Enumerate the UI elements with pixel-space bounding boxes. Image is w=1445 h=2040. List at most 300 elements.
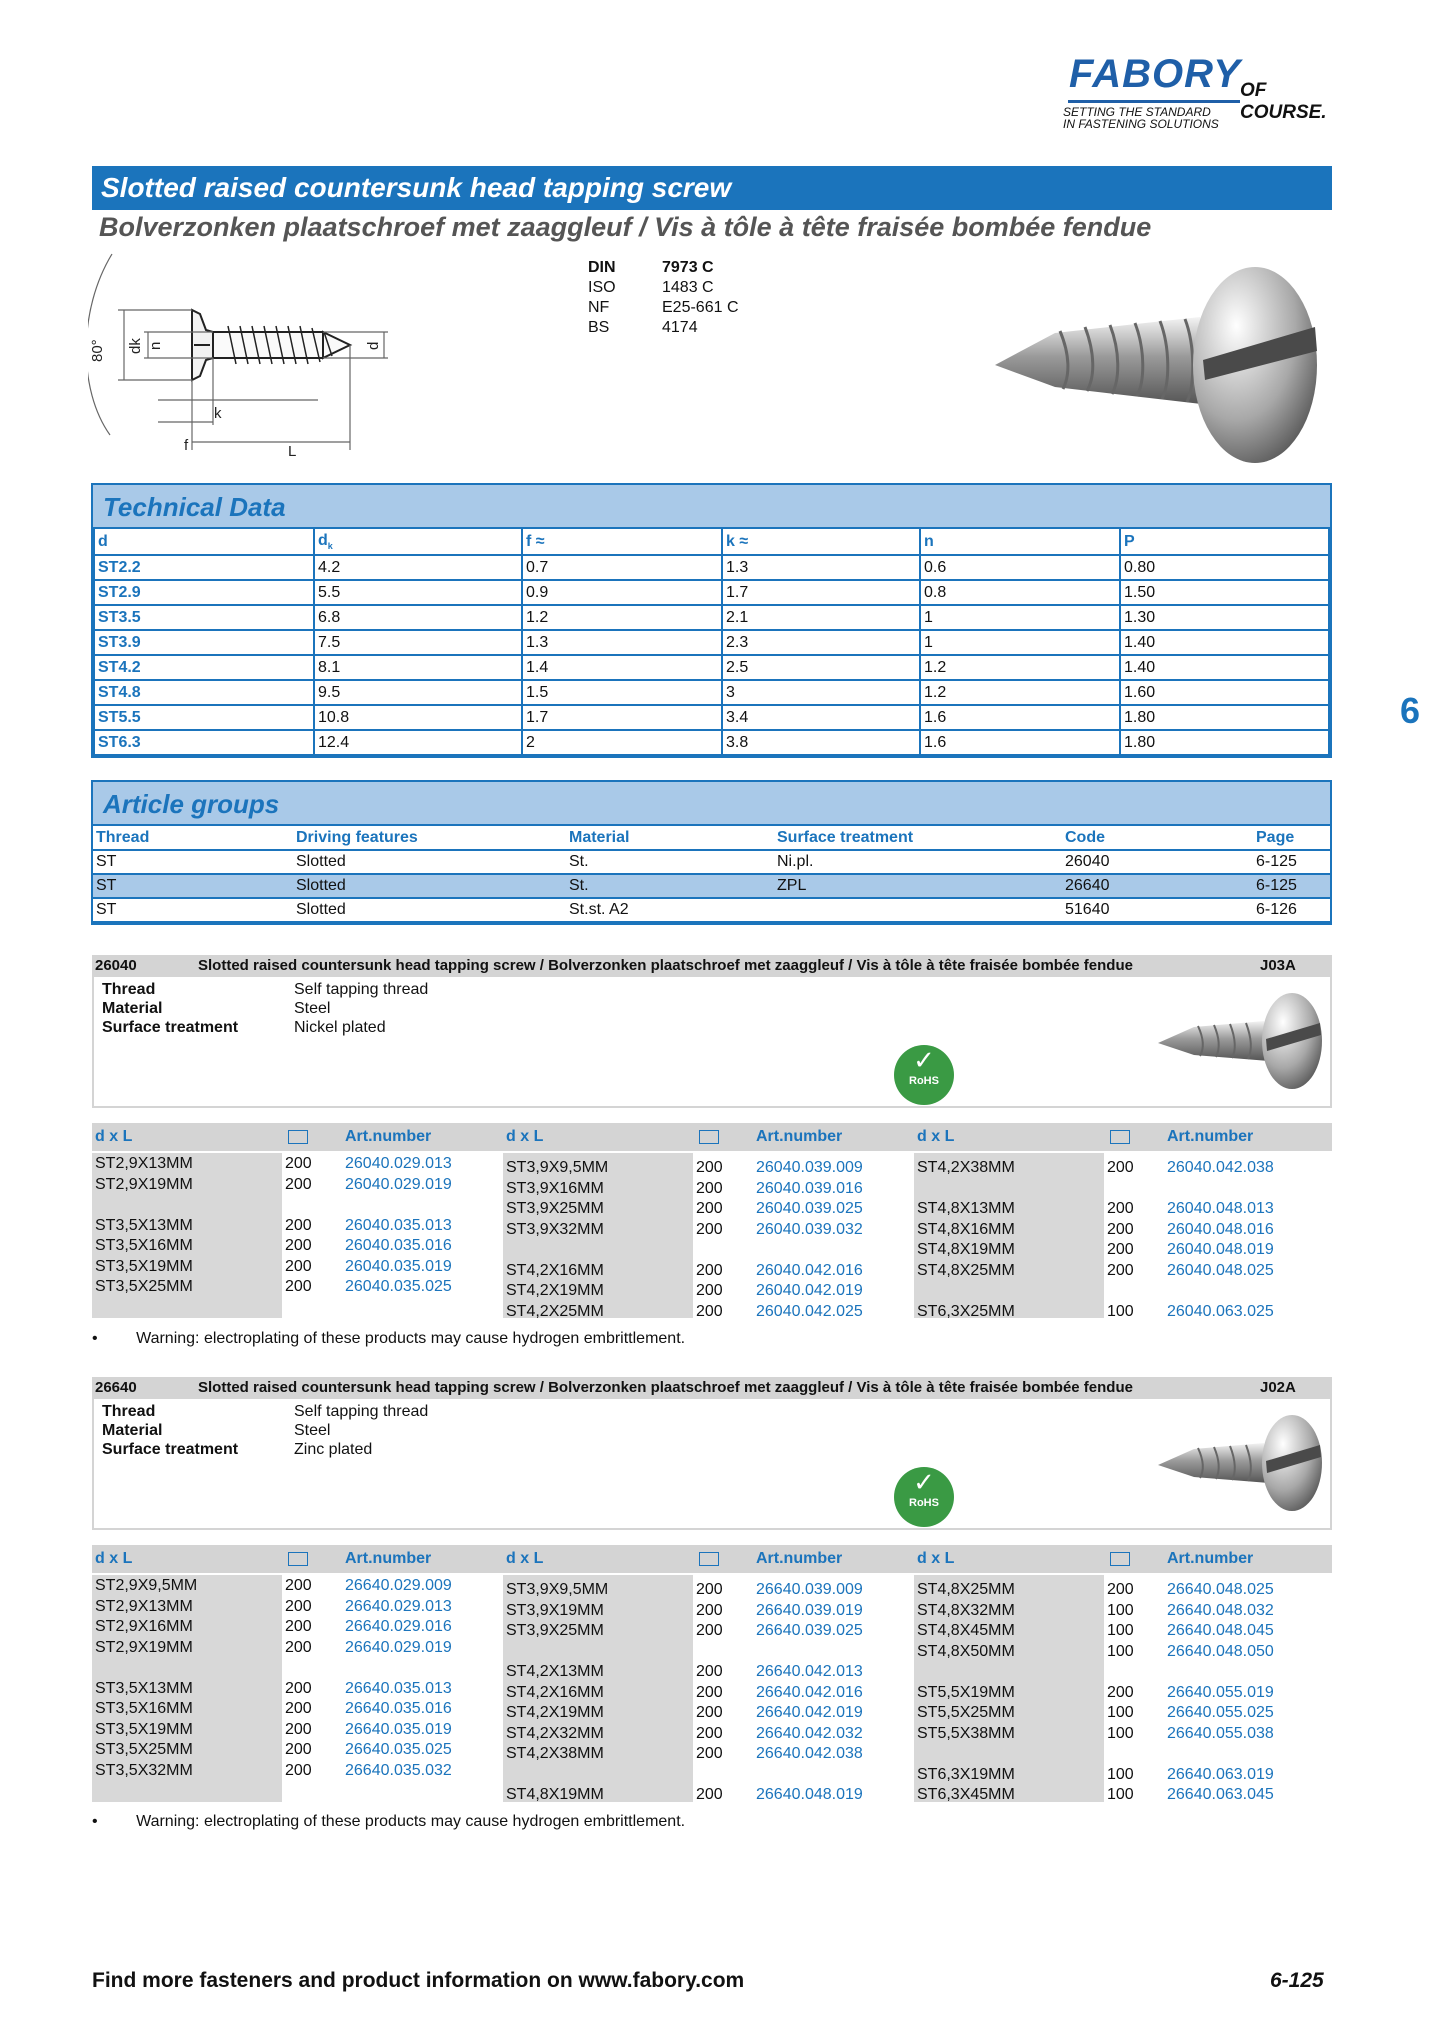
- quantity-cell: 200: [696, 1622, 723, 1639]
- size-cell: ST5,5X19MM: [917, 1684, 1015, 1701]
- table-cell: 26040: [1062, 850, 1253, 874]
- property-value: Nickel plated: [294, 1019, 386, 1036]
- standard-value: 4174: [662, 319, 698, 336]
- property-name: Thread: [102, 981, 156, 998]
- table-cell: 1.3: [522, 630, 722, 655]
- table-cell: [774, 898, 1062, 922]
- quantity-cell: 200: [696, 1581, 723, 1598]
- article-number-link[interactable]: 26640.029.019: [345, 1639, 452, 1656]
- article-groups-table: [93, 826, 1330, 923]
- table-cell: St.st. A2: [566, 898, 774, 922]
- package-icon: [1110, 1552, 1130, 1566]
- article-number-link[interactable]: 26040.048.025: [1167, 1262, 1274, 1279]
- quantity-cell: 100: [1107, 1643, 1134, 1660]
- table-row: [94, 555, 1329, 580]
- standard-row: [588, 258, 782, 278]
- size-cell: ST4,2X38MM: [506, 1745, 604, 1762]
- bullet: •: [92, 1813, 98, 1830]
- article-number-link[interactable]: 26640.029.016: [345, 1618, 452, 1635]
- size-cell: ST4,8X19MM: [917, 1241, 1015, 1258]
- table-cell: ST3.9: [94, 630, 314, 655]
- table-cell: St.: [566, 874, 774, 898]
- size-cell: ST2,9X19MM: [95, 1176, 193, 1193]
- column-header: P: [1120, 529, 1329, 555]
- table-cell: 26640: [1062, 874, 1253, 898]
- size-cell: ST4,8X25MM: [917, 1262, 1015, 1279]
- quantity-cell: 200: [696, 1180, 723, 1197]
- article-number-link[interactable]: 26640.042.016: [756, 1684, 863, 1701]
- article-number-link[interactable]: 26040.035.019: [345, 1258, 452, 1275]
- table-cell: 1.2: [522, 605, 722, 630]
- article-number-link[interactable]: 26640.039.025: [756, 1622, 863, 1639]
- technical-data-section: [91, 483, 1332, 758]
- size-cell: ST3,9X25MM: [506, 1622, 604, 1639]
- size-cell: ST3,5X19MM: [95, 1258, 193, 1275]
- table-cell: 0.6: [920, 555, 1120, 580]
- size-cell: ST3,5X25MM: [95, 1278, 193, 1295]
- standard-name: BS: [588, 319, 610, 336]
- quantity-cell: 100: [1107, 1725, 1134, 1742]
- quantity-cell: 200: [1107, 1684, 1134, 1701]
- table-cell: 0.8: [920, 580, 1120, 605]
- property-name: Thread: [102, 1403, 156, 1420]
- table-cell: 12.4: [314, 730, 522, 755]
- table-header-row: [93, 826, 1330, 850]
- table-cell: Slotted: [293, 850, 566, 874]
- table-cell: 5.5: [314, 580, 522, 605]
- table-cell: 1: [920, 605, 1120, 630]
- column-header: [314, 529, 522, 555]
- article-number-link[interactable]: 26640.042.038: [756, 1745, 863, 1762]
- list-column: [92, 1575, 498, 1802]
- warning-note: [92, 1813, 685, 1831]
- size-cell: ST2,9X13MM: [95, 1155, 193, 1172]
- list-column: [914, 1153, 1320, 1318]
- table-cell: 1.2: [920, 680, 1120, 705]
- column-header-bar: [92, 1123, 1332, 1151]
- table-row: [94, 730, 1329, 755]
- table-cell: 7.5: [314, 630, 522, 655]
- quantity-cell: 200: [1107, 1581, 1134, 1598]
- table-cell: ST: [93, 874, 293, 898]
- table-cell: 9.5: [314, 680, 522, 705]
- table-cell: 2.3: [722, 630, 920, 655]
- quantity-cell: 200: [285, 1700, 312, 1717]
- article-groups-heading: Article groups: [93, 782, 1330, 826]
- table-cell: 0.9: [522, 580, 722, 605]
- property-row: [94, 980, 694, 1000]
- dk-label: dk: [127, 338, 144, 354]
- brand-slogan: OF COURSE.: [1240, 80, 1327, 123]
- art-header: Art.number: [1167, 1550, 1254, 1567]
- size-cell: ST3,9X25MM: [506, 1200, 604, 1217]
- article-number-link[interactable]: 26640.048.032: [1167, 1602, 1274, 1619]
- column-header: k ≈: [722, 529, 920, 555]
- article-number-link[interactable]: 26640.048.019: [756, 1786, 863, 1803]
- page-title: Slotted raised countersunk head tapping screw: [92, 166, 1332, 210]
- technical-data-table: [93, 529, 1330, 756]
- table-cell: 1.2: [920, 655, 1120, 680]
- standard-value: E25-661 C: [662, 299, 739, 316]
- package-icon: [1110, 1130, 1130, 1144]
- art-header: Art.number: [756, 1128, 843, 1145]
- angle-label: 80°: [89, 339, 106, 362]
- size-cell: ST4,2X38MM: [917, 1159, 1015, 1176]
- quantity-cell: 200: [1107, 1159, 1134, 1176]
- article-number-link[interactable]: 26640.039.009: [756, 1581, 863, 1598]
- art-header: Art.number: [345, 1550, 432, 1567]
- article-number-link[interactable]: 26040.039.032: [756, 1221, 863, 1238]
- property-value: Steel: [294, 1000, 331, 1017]
- table-cell: 6-125: [1253, 850, 1330, 874]
- article-number-link[interactable]: 26040.063.025: [1167, 1303, 1274, 1320]
- table-cell: 1.7: [522, 705, 722, 730]
- dl-header: d x L: [917, 1550, 955, 1567]
- article-number-link[interactable]: 26640.048.045: [1167, 1622, 1274, 1639]
- section-tab: 6: [1400, 690, 1421, 731]
- property-row: [94, 1402, 694, 1422]
- logo-underline: [1068, 100, 1240, 103]
- article-number-link[interactable]: 26040.048.019: [1167, 1241, 1274, 1258]
- article-number-link[interactable]: 26640.035.013: [345, 1680, 452, 1697]
- property-name: Material: [102, 1000, 163, 1017]
- article-number-link[interactable]: 26640.042.032: [756, 1725, 863, 1742]
- table-row[interactable]: [93, 898, 1330, 922]
- product-description: Slotted raised countersunk head tapping screw / Bolverzonken plaatschroef met zaaggleuf / Vis à tôle à tête fraisée bombée fendue: [198, 1379, 1133, 1396]
- article-number-link[interactable]: 26640.055.019: [1167, 1684, 1274, 1701]
- standard-row: [588, 278, 782, 298]
- column-header-subscript: k: [327, 541, 333, 552]
- size-cell: ST4,8X16MM: [917, 1221, 1015, 1238]
- standards-table: [588, 258, 782, 338]
- column-header-bar: [92, 1545, 1332, 1573]
- table-cell: 0.7: [522, 555, 722, 580]
- table-cell: 1.80: [1120, 730, 1329, 755]
- table-cell: 6-125: [1253, 874, 1330, 898]
- quantity-cell: 200: [285, 1155, 312, 1172]
- quantity-cell: 200: [285, 1237, 312, 1254]
- size-cell: ST4,8X19MM: [506, 1786, 604, 1803]
- article-number-link[interactable]: 26040.042.025: [756, 1303, 863, 1320]
- table-cell: ST2.9: [94, 580, 314, 605]
- property-name: Surface treatment: [102, 1019, 239, 1036]
- screw-thumbnail: [1154, 1411, 1324, 1511]
- size-cell: ST4,2X16MM: [506, 1684, 604, 1701]
- quantity-cell: 200: [696, 1602, 723, 1619]
- f-label: f: [184, 437, 189, 454]
- product-description: Slotted raised countersunk head tapping screw / Bolverzonken plaatschroef met zaaggleuf / Vis à tôle à tête fraisée bombée fendue: [198, 957, 1133, 974]
- column-header: Thread: [93, 826, 293, 850]
- product-code: 26640: [95, 1379, 137, 1396]
- property-value: Steel: [294, 1422, 331, 1439]
- brand-logo: [1063, 50, 1353, 140]
- dl-header: d x L: [95, 1128, 133, 1145]
- k-label: k: [214, 405, 222, 422]
- column-header: Material: [566, 826, 774, 850]
- size-cell: ST2,9X9,5MM: [95, 1577, 198, 1594]
- article-number-link[interactable]: 26040.035.013: [345, 1217, 452, 1234]
- product-reference: J03A: [1260, 957, 1296, 974]
- article-number-link[interactable]: 26040.039.009: [756, 1159, 863, 1176]
- column-header: Driving features: [293, 826, 566, 850]
- column-header: Surface treatment: [774, 826, 1062, 850]
- article-number-link[interactable]: 26040.048.013: [1167, 1200, 1274, 1217]
- column-header: Page: [1253, 826, 1330, 850]
- table-cell: 2.1: [722, 605, 920, 630]
- table-cell: 6.8: [314, 605, 522, 630]
- package-icon: [288, 1552, 308, 1566]
- size-cell: ST3,9X16MM: [506, 1180, 604, 1197]
- quantity-cell: 200: [696, 1786, 723, 1803]
- footer-text: Find more fasteners and product information on www.fabory.com: [92, 1969, 745, 1992]
- brand-tagline-2: IN FASTENING SOLUTIONS: [1063, 117, 1219, 131]
- package-icon: [699, 1130, 719, 1144]
- property-name: Material: [102, 1422, 163, 1439]
- quantity-cell: 200: [696, 1303, 723, 1320]
- size-cell: ST4,2X13MM: [506, 1663, 604, 1680]
- column-header: n: [920, 529, 1120, 555]
- article-number-link[interactable]: 26640.029.013: [345, 1598, 452, 1615]
- screw-product-photo: [985, 255, 1325, 465]
- table-cell: 1.60: [1120, 680, 1329, 705]
- table-row: [94, 705, 1329, 730]
- size-cell: ST6,3X25MM: [917, 1303, 1015, 1320]
- technical-data-heading: Technical Data: [93, 485, 1330, 529]
- size-cell: ST6,3X19MM: [917, 1766, 1015, 1783]
- table-cell: 2.5: [722, 655, 920, 680]
- quantity-cell: 200: [696, 1663, 723, 1680]
- rohs-icon: ✓ RoHS: [894, 1045, 954, 1105]
- standard-value: 7973 C: [662, 259, 714, 276]
- package-icon: [288, 1130, 308, 1144]
- size-cell: ST3,9X9,5MM: [506, 1581, 609, 1598]
- table-cell: ST4.2: [94, 655, 314, 680]
- table-cell: ST5.5: [94, 705, 314, 730]
- size-cell: ST3,5X16MM: [95, 1700, 193, 1717]
- dl-header: d x L: [95, 1550, 133, 1567]
- quantity-cell: 200: [285, 1762, 312, 1779]
- article-number-link[interactable]: 26040.042.019: [756, 1282, 863, 1299]
- table-cell: 2: [522, 730, 722, 755]
- table-cell: 4.2: [314, 555, 522, 580]
- quantity-cell: 200: [696, 1159, 723, 1176]
- quantity-cell: 200: [696, 1200, 723, 1217]
- size-cell: ST4,2X19MM: [506, 1282, 604, 1299]
- table-cell: 1.80: [1120, 705, 1329, 730]
- size-cell: ST3,5X13MM: [95, 1680, 193, 1697]
- property-row: [94, 1018, 694, 1038]
- article-number-link[interactable]: 26640.048.025: [1167, 1581, 1274, 1598]
- table-cell: 1.5: [522, 680, 722, 705]
- product-list: [92, 1575, 1332, 1802]
- list-column: [503, 1575, 909, 1802]
- table-cell: 1: [920, 630, 1120, 655]
- table-cell: 1.40: [1120, 630, 1329, 655]
- table-row[interactable]: [93, 850, 1330, 874]
- product-header: [92, 955, 1332, 977]
- quantity-cell: 100: [1107, 1704, 1134, 1721]
- table-cell: 0.80: [1120, 555, 1329, 580]
- property-value: Self tapping thread: [294, 981, 429, 998]
- size-cell: ST4,8X25MM: [917, 1581, 1015, 1598]
- product-header: [92, 1377, 1332, 1399]
- quantity-cell: 200: [285, 1176, 312, 1193]
- size-cell: ST3,5X32MM: [95, 1762, 193, 1779]
- L-label: L: [288, 443, 297, 460]
- table-cell: ST3.5: [94, 605, 314, 630]
- size-cell: ST2,9X16MM: [95, 1618, 193, 1635]
- page-number: 6-125: [1270, 1969, 1324, 1992]
- size-cell: ST3,5X13MM: [95, 1217, 193, 1234]
- quantity-cell: 200: [1107, 1221, 1134, 1238]
- standard-value: 1483 C: [662, 279, 714, 296]
- size-cell: ST3,9X19MM: [506, 1602, 604, 1619]
- table-cell: 1.50: [1120, 580, 1329, 605]
- table-cell: 3: [722, 680, 920, 705]
- d-label: d: [365, 341, 382, 350]
- quantity-cell: 200: [285, 1258, 312, 1275]
- size-cell: ST4,2X19MM: [506, 1704, 604, 1721]
- product-list: [92, 1153, 1332, 1318]
- quantity-cell: 200: [285, 1721, 312, 1738]
- article-number-link[interactable]: 26640.035.032: [345, 1762, 452, 1779]
- screw-thumbnail: [1154, 989, 1324, 1089]
- table-row[interactable]: [93, 874, 1330, 898]
- size-cell: ST5,5X38MM: [917, 1725, 1015, 1742]
- size-cell: ST2,9X19MM: [95, 1639, 193, 1656]
- table-cell: ST: [93, 898, 293, 922]
- dl-header: d x L: [506, 1128, 544, 1145]
- article-number-link[interactable]: 26640.048.050: [1167, 1643, 1274, 1660]
- article-number-link[interactable]: 26640.063.045: [1167, 1786, 1274, 1803]
- table-cell: 1.3: [722, 555, 920, 580]
- article-number-link[interactable]: 26040.039.025: [756, 1200, 863, 1217]
- table-cell: 1.6: [920, 705, 1120, 730]
- art-header: Art.number: [345, 1128, 432, 1145]
- quantity-cell: 200: [285, 1278, 312, 1295]
- rohs-label: RoHS: [909, 1497, 939, 1509]
- size-cell: ST3,5X16MM: [95, 1237, 193, 1254]
- standard-row: [588, 298, 782, 318]
- table-cell: 3.4: [722, 705, 920, 730]
- product-info-box: [92, 1399, 1332, 1530]
- quantity-cell: 200: [696, 1725, 723, 1742]
- table-cell: Slotted: [293, 898, 566, 922]
- warning-note: [92, 1330, 685, 1348]
- list-column: [92, 1153, 498, 1318]
- quantity-cell: 200: [696, 1684, 723, 1701]
- table-cell: 6-126: [1253, 898, 1330, 922]
- list-column: [503, 1153, 909, 1318]
- article-number-link[interactable]: 26040.035.025: [345, 1278, 452, 1295]
- warning-text: Warning: electroplating of these products may cause hydrogen embrittlement.: [136, 1813, 686, 1830]
- size-cell: ST4,2X32MM: [506, 1725, 604, 1742]
- dl-header: d x L: [917, 1128, 955, 1145]
- article-number-link[interactable]: 26640.029.009: [345, 1577, 452, 1594]
- article-number-link[interactable]: 26040.048.016: [1167, 1221, 1274, 1238]
- rohs-icon: ✓ RoHS: [894, 1467, 954, 1527]
- article-number-link[interactable]: 26640.039.019: [756, 1602, 863, 1619]
- brand-tagline-1: SETTING THE STANDARD: [1063, 105, 1211, 119]
- size-cell: ST5,5X25MM: [917, 1704, 1015, 1721]
- table-row: [94, 680, 1329, 705]
- table-cell: ZPL: [774, 874, 1062, 898]
- article-number-link[interactable]: 26040.042.016: [756, 1262, 863, 1279]
- quantity-cell: 200: [696, 1745, 723, 1762]
- article-number-link[interactable]: 26640.042.013: [756, 1663, 863, 1680]
- standard-name: NF: [588, 299, 610, 316]
- standard-row: [588, 318, 782, 338]
- size-cell: ST3,5X19MM: [95, 1721, 193, 1738]
- art-header: Art.number: [756, 1550, 843, 1567]
- article-number-link[interactable]: 26640.055.025: [1167, 1704, 1274, 1721]
- size-cell: ST4,8X50MM: [917, 1643, 1015, 1660]
- article-number-link[interactable]: 26040.029.013: [345, 1155, 452, 1172]
- table-cell: ST4.8: [94, 680, 314, 705]
- page-subtitle: Bolverzonken plaatschroef met zaaggleuf / Vis à tôle à tête fraisée bombée fendue: [99, 212, 1152, 242]
- article-number-link[interactable]: 26640.042.019: [756, 1704, 863, 1721]
- bullet: •: [92, 1330, 98, 1347]
- article-number-link[interactable]: 26040.039.016: [756, 1180, 863, 1197]
- quantity-cell: 200: [1107, 1241, 1134, 1258]
- quantity-cell: 200: [285, 1741, 312, 1758]
- table-header-row: [94, 529, 1329, 555]
- table-cell: 1.6: [920, 730, 1120, 755]
- article-number-link[interactable]: 26040.042.038: [1167, 1159, 1274, 1176]
- article-number-link[interactable]: 26640.035.025: [345, 1741, 452, 1758]
- property-value: Zinc plated: [294, 1441, 373, 1458]
- size-cell: ST6,3X45MM: [917, 1786, 1015, 1803]
- quantity-cell: 200: [696, 1704, 723, 1721]
- quantity-cell: 200: [696, 1221, 723, 1238]
- property-name: Surface treatment: [102, 1441, 239, 1458]
- article-number-link[interactable]: 26040.029.019: [345, 1176, 452, 1193]
- property-row: [94, 999, 694, 1019]
- article-number-link[interactable]: 26640.063.019: [1167, 1766, 1274, 1783]
- column-header: d: [94, 529, 314, 555]
- quantity-cell: 200: [285, 1598, 312, 1615]
- list-column: [914, 1575, 1320, 1802]
- table-cell: St.: [566, 850, 774, 874]
- screw-technical-drawing: [88, 250, 458, 470]
- size-cell: ST4,8X32MM: [917, 1602, 1015, 1619]
- article-groups-section: [91, 780, 1332, 925]
- quantity-cell: 100: [1107, 1602, 1134, 1619]
- n-label: n: [147, 341, 164, 350]
- table-cell: ST6.3: [94, 730, 314, 755]
- art-header: Art.number: [1167, 1128, 1254, 1145]
- property-row: [94, 1421, 694, 1441]
- warning-text: Warning: electroplating of these products may cause hydrogen embrittlement.: [136, 1330, 686, 1347]
- quantity-cell: 200: [696, 1282, 723, 1299]
- table-cell: 10.8: [314, 705, 522, 730]
- table-cell: 1.40: [1120, 655, 1329, 680]
- quantity-cell: 200: [285, 1680, 312, 1697]
- article-number-link[interactable]: 26640.035.019: [345, 1721, 452, 1738]
- product-code: 26040: [95, 957, 137, 974]
- article-number-link[interactable]: 26640.055.038: [1167, 1725, 1274, 1742]
- table-cell: Ni.pl.: [774, 850, 1062, 874]
- column-header: f ≈: [522, 529, 722, 555]
- size-cell: ST3,5X25MM: [95, 1741, 193, 1758]
- article-number-link[interactable]: 26040.035.016: [345, 1237, 452, 1254]
- quantity-cell: 200: [285, 1618, 312, 1635]
- article-number-link[interactable]: 26640.035.016: [345, 1700, 452, 1717]
- quantity-cell: 200: [696, 1262, 723, 1279]
- table-cell: 3.8: [722, 730, 920, 755]
- table-row: [94, 605, 1329, 630]
- quantity-cell: 200: [285, 1639, 312, 1656]
